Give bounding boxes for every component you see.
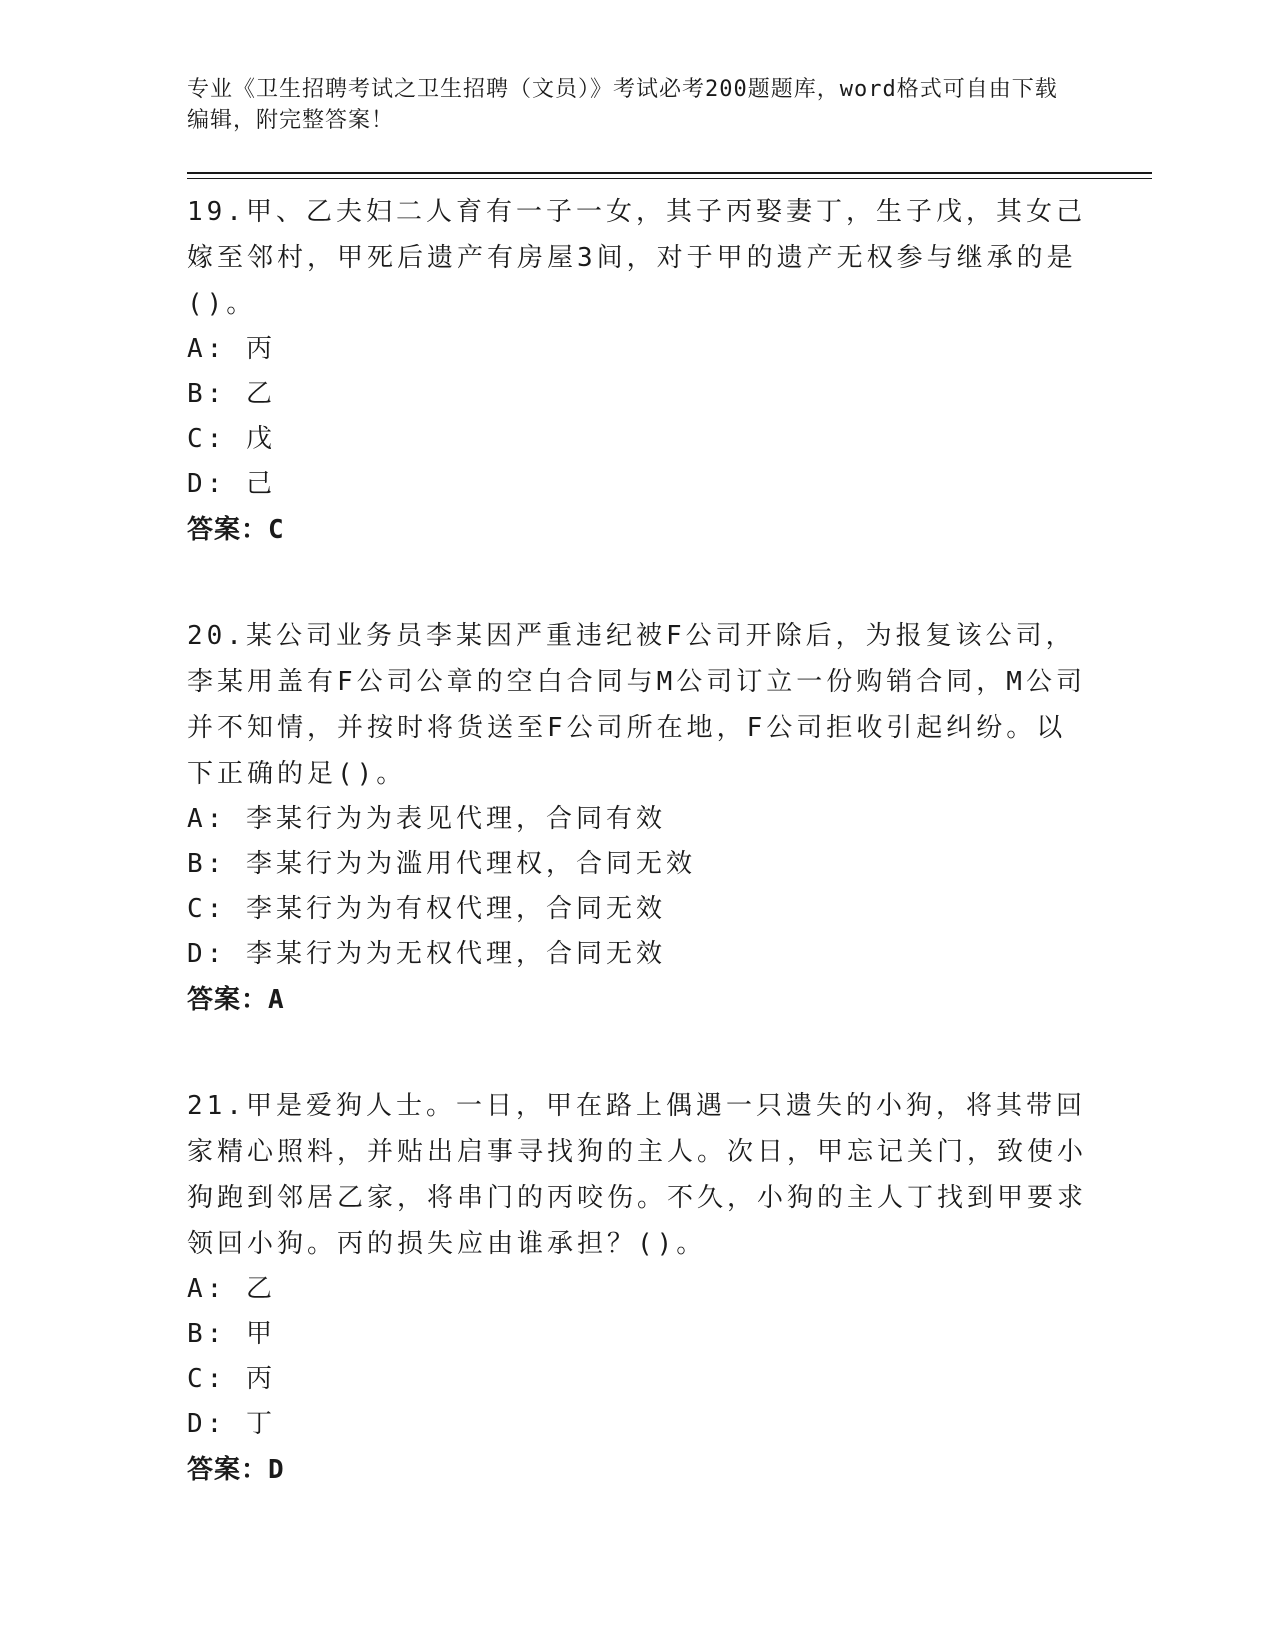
option-b: B: 乙 (187, 379, 276, 409)
option-c: C: 戊 (187, 424, 276, 454)
option-c: C: 李某行为为有权代理，合同无效 (187, 894, 666, 924)
option-d: D: 己 (187, 469, 276, 499)
answer-line: 答案：D (187, 1455, 285, 1485)
question-21 (187, 1083, 1087, 1493)
document-header: 专业《卫生招聘考试之卫生招聘（文员）》考试必考200题题库，word格式可自由下载编辑，附完整答案！ (187, 77, 1058, 133)
header-rule (187, 172, 1152, 179)
option-d: D: 李某行为为无权代理，合同无效 (187, 939, 666, 969)
option-b: B: 李某行为为滥用代理权，合同无效 (187, 849, 696, 879)
option-a: A: 李某行为为表见代理，合同有效 (187, 804, 666, 834)
question-stem: 21.甲是爱狗人士。一日，甲在路上偶遇一只遗失的小狗，将其带回家精心照料，并贴出启事寻找狗的主人。次日，甲忘记关门，致使小狗跑到邻居乙家，将串门的丙咬伤。不久，小狗的主人丁找到甲要求领回小狗。丙的损失应由谁承担？()。 (187, 1091, 1088, 1259)
question-stem: 20.某公司业务员李某因严重违纪被F公司开除后，为报复该公司，李某用盖有F公司公章的空白合同与M公司订立一份购销合同，M公司并不知情，并按时将货送至F公司所在地，F公司拒收引起纠纷。以下正确的足()。 (187, 621, 1086, 789)
option-b: B: 甲 (187, 1319, 276, 1349)
question-19 (187, 189, 1087, 553)
document-page (187, 74, 1152, 1493)
answer-line: 答案：A (187, 985, 285, 1015)
option-c: C: 丙 (187, 1364, 276, 1394)
option-a: A: 丙 (187, 334, 276, 364)
question-stem: 19.甲、乙夫妇二人育有一子一女，其子丙娶妻丁，生子戊，其女己嫁至邻村，甲死后遗产有房屋3间，对于甲的遗产无权参与继承的是()。 (187, 197, 1086, 319)
question-20 (187, 613, 1087, 1023)
answer-line: 答案：C (187, 515, 285, 545)
option-a: A: 乙 (187, 1274, 276, 1304)
option-d: D: 丁 (187, 1409, 276, 1439)
